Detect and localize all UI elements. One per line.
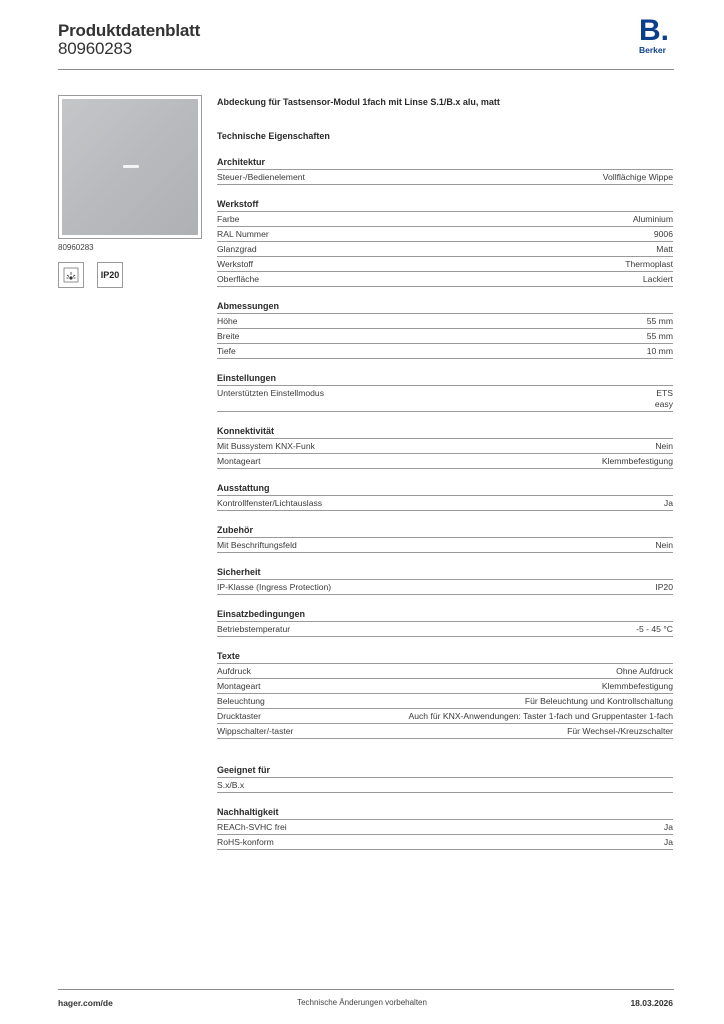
logo-text: Berker [639,45,666,55]
section-title: Sicherheit [217,566,673,580]
spec-label: RoHS-konform [217,837,274,847]
spec-row [217,344,673,359]
spec-row [217,538,673,553]
product-image [58,95,202,239]
spec-label: Tiefe [217,346,236,356]
spec-label: Drucktaster [217,711,261,721]
spec-row [217,664,673,679]
document-title: Produktdatenblatt [58,21,201,40]
spec-row [217,212,673,227]
footer-website: hager.com/de [58,998,113,1008]
spec-row [217,314,673,329]
spec-section [217,425,673,469]
spec-label: Unterstützten Einstellmodus [217,388,324,398]
spec-value: Ja [663,837,673,847]
spec-row [217,580,673,595]
spec-label: Wippschalter/-taster [217,726,294,736]
spec-row [217,227,673,242]
spec-label: IP-Klasse (Ingress Protection) [217,582,332,592]
footer-date: 18.03.2026 [630,998,673,1008]
berker-logo [637,14,677,55]
section-title: Abmessungen [217,300,673,314]
spec-value: 55 mm [646,331,673,341]
spec-section [217,608,673,637]
spec-label: Farbe [217,214,240,224]
spec-value: ETS easy [654,388,673,409]
spec-row [217,257,673,272]
logo-mark: B. [639,14,669,47]
spec-section [217,372,673,412]
spec-value: Nein [655,441,673,451]
product-name: Abdeckung für Tastsensor-Modul 1fach mit Linse S.1/B.x alu, matt [217,97,500,107]
section-title: Einsatzbedingungen [217,608,673,622]
spec-value: Ohne Aufdruck [616,666,673,676]
led-window [123,165,139,168]
spec-value: Auch für KNX-Anwendungen: Taster 1-fach und Gruppentaster 1-fach [408,711,673,721]
spec-row [217,820,673,835]
spec-value: Lackiert [642,274,673,284]
product-photo [62,99,198,235]
spec-row [217,454,673,469]
spec-section [217,524,673,553]
spec-label: Werkstoff [217,259,253,269]
spec-label: RAL Nummer [217,229,269,239]
technical-heading: Technische Eigenschaften [217,131,330,141]
spec-section [217,566,673,595]
section-title: Zubehör [217,524,673,538]
section-title: Konnektivität [217,425,673,439]
light-icon [59,263,83,287]
spec-value: IP20 [655,582,673,592]
spec-value: -5 - 45 °C [636,624,673,634]
spec-section [217,482,673,511]
section-title: Einstellungen [217,372,673,386]
spec-label: Kontrollfenster/Lichtauslass [217,498,323,508]
spec-label: Aufdruck [217,666,251,676]
led-light-icon [58,262,84,288]
spec-value: Für Beleuchtung und Kontrollschaltung [524,696,673,706]
image-caption: 80960283 [58,243,94,252]
spec-value: Aluminium [632,214,673,224]
spec-section [217,764,673,793]
section-title: Ausstattung [217,482,673,496]
header-divider [58,69,674,70]
spec-label: Höhe [217,316,238,326]
spec-value: Klemmbefestigung [601,456,673,466]
spec-label: Steuer-/Bedienelement [217,172,305,182]
spec-row [217,329,673,344]
ip20-badge: IP20 [97,262,123,288]
spec-row [217,439,673,454]
spec-value: 55 mm [646,316,673,326]
spec-label: Glanzgrad [217,244,257,254]
spec-row [217,679,673,694]
spec-row [217,724,673,739]
spec-label: REACh-SVHC frei [217,822,287,832]
section-title: Werkstoff [217,198,673,212]
spec-label: Mit Bussystem KNX-Funk [217,441,315,451]
spec-sections [217,156,673,850]
spec-label: Breite [217,331,240,341]
article-number: 80960283 [58,39,133,58]
spec-row [217,170,673,185]
footer-disclaimer: Technische Änderungen vorbehalten [297,998,427,1007]
spec-section [217,650,673,739]
spec-value: Nein [655,540,673,550]
spec-section [217,300,673,359]
spec-row [217,622,673,637]
spec-label: Mit Beschriftungsfeld [217,540,297,550]
spec-label: Montageart [217,681,261,691]
section-title: Architektur [217,156,673,170]
spec-value: Vollflächige Wippe [602,172,673,182]
spec-row [217,242,673,257]
spec-label: S.x/B.x [217,780,245,790]
spec-value: 10 mm [646,346,673,356]
spec-row [217,386,673,412]
spec-row [217,496,673,511]
spec-row [217,835,673,850]
main-content [217,95,673,850]
spec-label: Beleuchtung [217,696,265,706]
spec-row [217,709,673,724]
spec-section [217,156,673,185]
spec-label: Betriebstemperatur [217,624,291,634]
spec-row [217,272,673,287]
spec-value: Thermoplast [625,259,673,269]
spec-row [217,778,673,793]
spec-value: 9006 [653,229,673,239]
section-title: Texte [217,650,673,664]
section-title: Nachhaltigkeit [217,806,673,820]
spec-value: Klemmbefestigung [601,681,673,691]
spec-value: Matt [656,244,673,254]
section-title: Geeignet für [217,764,673,778]
spec-section [217,806,673,850]
spec-value: Ja [663,822,673,832]
spec-label: Oberfläche [217,274,260,284]
spec-section [217,198,673,287]
spec-value: Ja [663,498,673,508]
spec-value: Für Wechsel-/Kreuzschalter [567,726,673,736]
spec-label: Montageart [217,456,261,466]
footer-divider [58,989,674,990]
spec-row [217,694,673,709]
